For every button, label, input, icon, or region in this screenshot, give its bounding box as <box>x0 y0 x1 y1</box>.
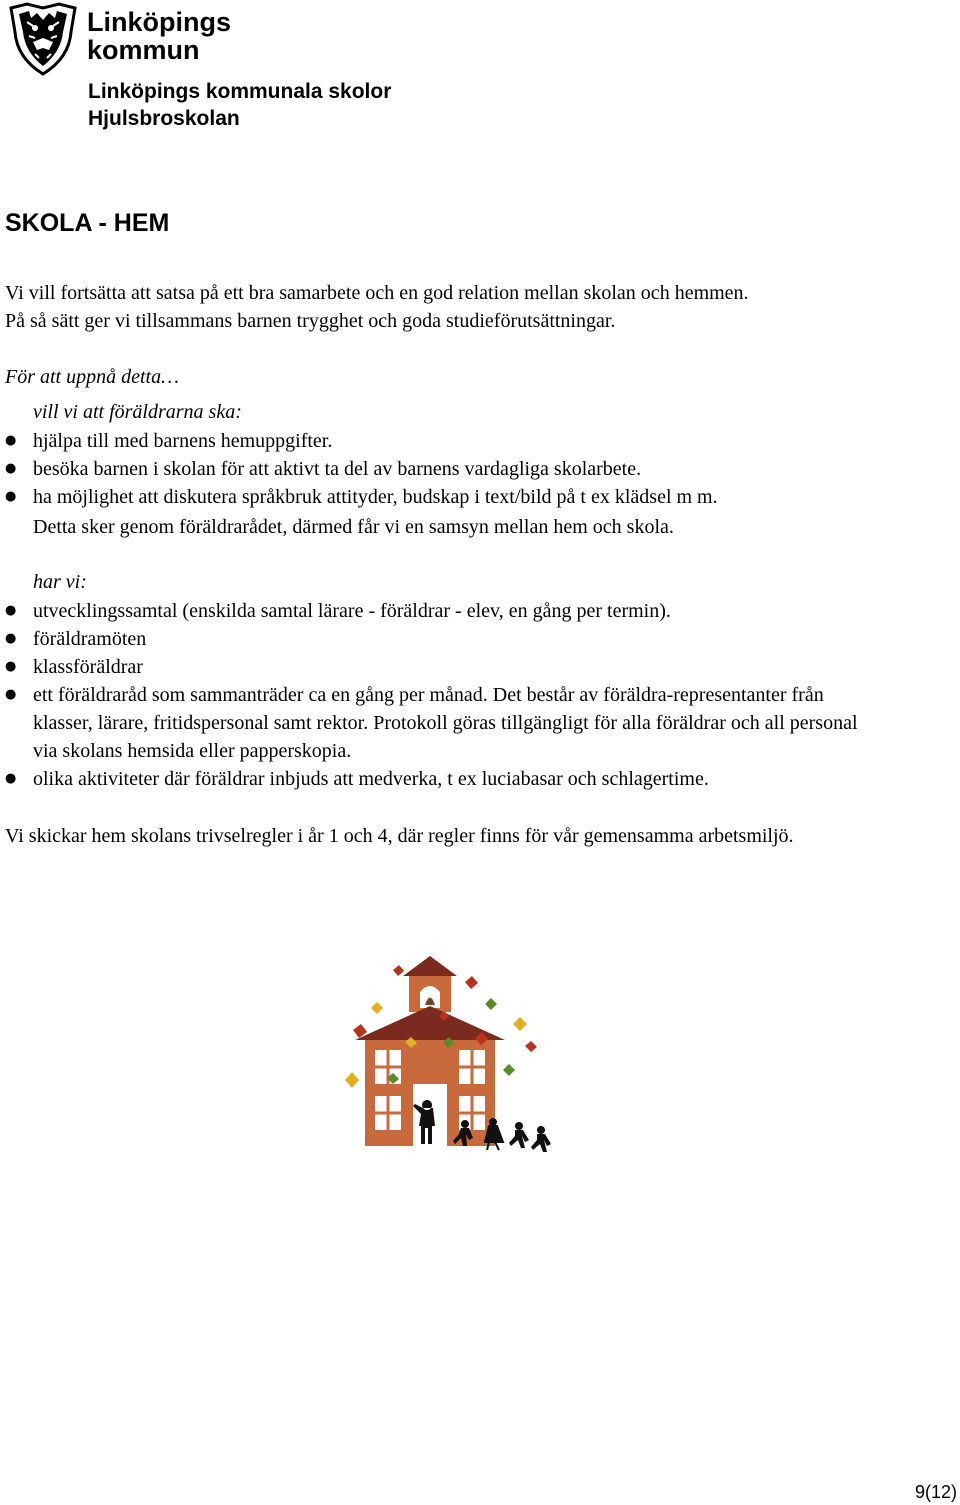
brand-line-2: kommun <box>87 35 200 65</box>
goal-heading: För att uppnå detta… <box>5 366 179 388</box>
have-heading: har vi: <box>33 571 87 593</box>
list-item: ● ha möjlighet att diskutera språkbruk attityder, budskap i text/bild på t ex klädsel m m. <box>0 483 940 511</box>
list-item: ● föräldramöten <box>0 625 900 653</box>
have-list <box>0 597 900 793</box>
list-item: ● klassföräldrar <box>0 653 900 681</box>
list-item: ● ett föräldraråd som sammanträder ca en gång per månad. Det består av föräldra-representanter från klasser, lärare, fritidspersonal samt rektor. Protokoll göras tillgängligt för alla föräldrar och all personal via skolans hemsida eller papperskopia. <box>0 681 883 765</box>
intro-line: På så sätt ger vi tillsammans barnen trygghet och goda studieförutsättningar. <box>5 310 616 332</box>
page-title: SKOLA - HEM <box>5 209 170 237</box>
closing-paragraph: Vi skickar hem skolans trivselregler i år 1 och 4, där regler finns för vår gemensamma arbetsmiljö. <box>5 825 794 847</box>
parents-note: Detta sker genom föräldrarådet, därmed får vi en samsyn mellan hem och skola. <box>33 516 674 538</box>
list-item: ● besöka barnen i skolan för att aktivt ta del av barnens vardagliga skolarbete. <box>0 455 940 483</box>
intro-line: Vi vill fortsätta att satsa på ett bra samarbete och en god relation mellan skolan och hemmen. <box>5 282 749 304</box>
list-item: ● olika aktiviteter där föräldrar inbjuds att medverka, t ex luciabasar och schlagertime. <box>0 765 900 793</box>
list-item: ● hjälpa till med barnens hemuppgifter. <box>0 427 940 455</box>
list-item: ● utvecklingssamtal (enskilda samtal lärare - föräldrar - elev, en gång per termin). <box>0 597 900 625</box>
organization-header <box>88 78 391 132</box>
organization-name: Linköpings kommunala skolor <box>88 80 392 103</box>
parents-list <box>0 427 940 511</box>
brand-line-1: Linköpings <box>87 7 231 37</box>
page-number: 9(12) <box>914 1482 957 1502</box>
intro-paragraph <box>5 279 749 335</box>
school-name: Hjulsbroskolan <box>88 107 240 130</box>
brand-name <box>87 8 231 64</box>
schoolhouse-illustration-icon <box>335 950 565 1160</box>
linkoping-crest-icon <box>5 2 81 76</box>
parents-heading: vill vi att föräldrarna ska: <box>33 401 242 423</box>
